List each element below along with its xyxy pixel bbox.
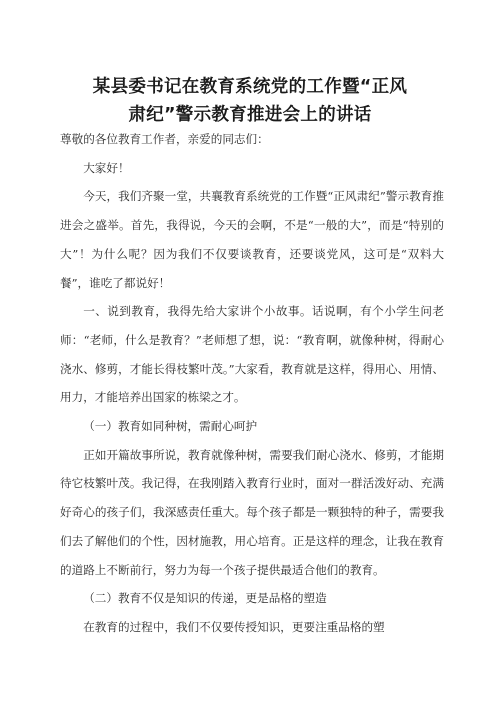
paragraph-story: 一、说到教育，我得先给大家讲个小故事。话说啊，有个小学生问老师：“老师，什么是教育？”老师想了想，说：“教育啊，就像种树，得耐心浇水、修剪，才能长得枝繁叶茂。”大家看，教育就是这样，得用心、用情、用力，才能培养出国家的栋梁之才。 <box>60 304 444 405</box>
greeting: 大家好！ <box>83 160 130 175</box>
document-title-line-2: 肃纪”警示教育推进会上的讲话 <box>128 105 372 125</box>
document-body <box>60 125 444 642</box>
section-1-text: 正如开篇故事所说，教育就像种树，需要我们耐心浇水、修剪，才能期待它枝繁叶茂。我记得，在我刚踏入教育行业时，面对一群活泼好动、充满好奇心的孩子们，我深感责任重大。每个孩子都是一颗独特的种子，需要我们去了解他们的个性，因材施教，用心培育。正是这样的理念，让我在教育的道路上不断前行，努力为每一个孩子提供最适合他们的教育。 <box>60 447 444 577</box>
section-2-text: 在教育的过程中，我们不仅要传授知识，更要注重品格的塑 <box>83 619 385 634</box>
paragraph-opening: 今天，我们齐聚一堂，共襄教育系统党的工作暨“正风肃纪”警示教育推进会之盛举。首先，我得说，今天的会啊，不是“一般的大”，而是“特别的大”！为什么呢？因为我们不仅要谈教育，还要谈党风，这可是“双料大餐”，谁吃了都说好！ <box>60 189 444 290</box>
section-1-heading: （一）教育如同种树，需耐心呵护 <box>83 419 258 434</box>
section-2-heading: （二）教育不仅是知识的传递，更是品格的塑造 <box>83 591 327 606</box>
salutation: 尊敬的各位教育工作者，亲爱的同志们： <box>60 132 269 146</box>
document-title-line-1: 某县委书记在教育系统党的工作暨“正风 <box>92 77 408 97</box>
